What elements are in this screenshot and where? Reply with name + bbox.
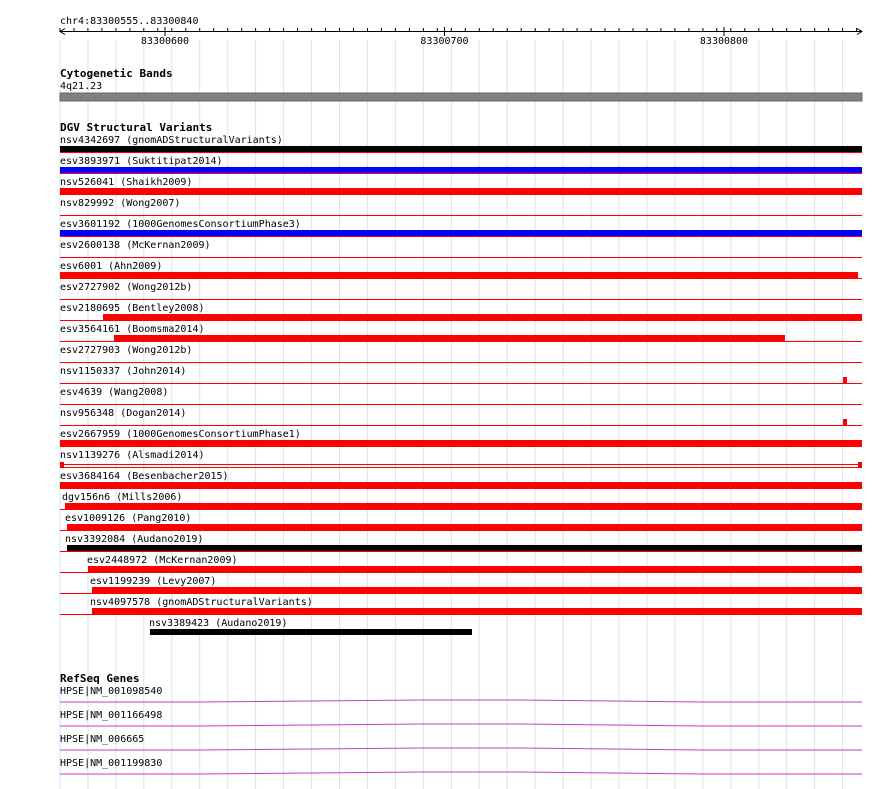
gene-label: HPSE|NM_001098540	[60, 686, 163, 697]
dgv-feature[interactable]	[60, 594, 862, 615]
dgv-feature[interactable]	[60, 363, 862, 384]
dgv-feature[interactable]	[60, 258, 862, 279]
feature-bar[interactable]	[67, 545, 862, 551]
feature-bar[interactable]	[843, 419, 847, 425]
refseq-gene[interactable]	[60, 734, 862, 750]
feature-bar[interactable]	[114, 335, 785, 341]
dgv-feature[interactable]	[60, 405, 862, 426]
feature-bar[interactable]	[65, 503, 862, 509]
feature-label: nsv4097578 (gnomADStructuralVariants)	[90, 597, 313, 608]
gene-intron-line[interactable]	[60, 748, 862, 750]
dgv-feature[interactable]	[60, 135, 862, 152]
dgv-feature[interactable]	[60, 279, 862, 294]
feature-bar[interactable]	[60, 167, 862, 173]
dgv-feature[interactable]	[60, 468, 862, 489]
feature-label: esv3601192 (1000GenomesConsortiumPhase3)	[60, 219, 301, 230]
dgv-features	[60, 135, 862, 635]
dgv-feature[interactable]	[60, 153, 862, 174]
ruler-tick-label: 83300600	[140, 36, 190, 47]
refseq-gene[interactable]	[60, 758, 862, 774]
feature-bar[interactable]	[60, 462, 64, 467]
dgv-feature[interactable]	[60, 195, 862, 210]
feature-bar[interactable]	[60, 440, 862, 446]
ruler-tick-label: 83300800	[699, 36, 749, 47]
refseq-track-title: RefSeq Genes	[60, 672, 140, 685]
feature-bar[interactable]	[60, 482, 862, 488]
feature-label: nsv3389423 (Audano2019)	[149, 618, 288, 629]
locus-label: chr4:83300555..83300840	[60, 16, 199, 27]
dgv-track-title: DGV Structural Variants	[60, 121, 213, 134]
feature-label: esv2727903 (Wong2012b)	[60, 345, 193, 356]
dgv-feature[interactable]	[60, 174, 862, 195]
dgv-feature[interactable]	[60, 216, 862, 237]
feature-bar[interactable]	[60, 272, 858, 278]
feature-label: nsv1150337 (John2014)	[60, 366, 187, 377]
feature-label: nsv3392084 (Audano2019)	[65, 534, 204, 545]
dgv-feature[interactable]	[60, 447, 862, 468]
feature-bar[interactable]	[67, 524, 862, 530]
feature-label: esv3564161 (Boomsma2014)	[60, 324, 205, 335]
refseq-genes	[60, 686, 862, 774]
dgv-feature[interactable]	[60, 573, 862, 594]
feature-label: nsv829992 (Wong2007)	[60, 198, 181, 209]
dgv-feature[interactable]	[60, 489, 862, 510]
feature-label: esv1199239 (Levy2007)	[90, 576, 217, 587]
dgv-feature[interactable]	[60, 531, 862, 552]
dgv-feature[interactable]	[60, 510, 862, 531]
feature-label: esv6001 (Ahn2009)	[60, 261, 163, 272]
feature-label: esv3684164 (Besenbacher2015)	[60, 471, 229, 482]
feature-label: nsv956348 (Dogan2014)	[60, 408, 187, 419]
feature-label: dgv156n6 (Mills2006)	[62, 492, 183, 503]
gene-label: HPSE|NM_001166498	[60, 710, 163, 721]
gene-label: HPSE|NM_001199830	[60, 758, 163, 769]
feature-bar[interactable]	[843, 377, 847, 383]
feature-bar[interactable]	[150, 629, 472, 635]
feature-bar[interactable]	[88, 566, 862, 572]
gene-intron-line[interactable]	[60, 700, 862, 702]
dgv-feature[interactable]	[60, 321, 862, 342]
feature-bar[interactable]	[858, 462, 862, 467]
feature-label: esv1009126 (Pang2010)	[65, 513, 192, 524]
feature-label: nsv1139276 (Alsmadi2014)	[60, 450, 205, 461]
cytoband-track-title: Cytogenetic Bands	[60, 67, 173, 80]
dgv-feature[interactable]	[60, 342, 862, 357]
feature-label: esv2448972 (McKernan2009)	[87, 555, 238, 566]
ruler-tick-label: 83300700	[420, 36, 469, 47]
feature-bar[interactable]	[60, 230, 862, 236]
position-ruler	[60, 27, 862, 47]
dgv-feature[interactable]	[60, 300, 862, 321]
feature-label: esv2600138 (McKernan2009)	[60, 240, 211, 251]
feature-label: nsv526041 (Shaikh2009)	[60, 177, 193, 188]
feature-bar[interactable]	[103, 314, 862, 320]
feature-bar[interactable]	[60, 188, 862, 194]
dgv-feature[interactable]	[60, 552, 862, 573]
feature-label: esv2727902 (Wong2012b)	[60, 282, 193, 293]
gene-intron-line[interactable]	[60, 724, 862, 726]
dgv-feature[interactable]	[60, 237, 862, 252]
feature-bar[interactable]	[92, 608, 862, 614]
gene-label: HPSE|NM_006665	[60, 734, 145, 745]
refseq-gene[interactable]	[60, 710, 862, 726]
feature-bar[interactable]	[92, 587, 862, 593]
gene-intron-line[interactable]	[60, 772, 862, 774]
feature-label: esv2180695 (Bentley2008)	[60, 303, 205, 314]
cytoband-label: 4q21.23	[60, 81, 103, 92]
dgv-feature[interactable]	[60, 384, 862, 399]
feature-bar[interactable]	[60, 146, 862, 152]
feature-label: nsv4342697 (gnomADStructuralVariants)	[60, 135, 283, 146]
dgv-feature[interactable]	[60, 615, 862, 636]
feature-label: esv2667959 (1000GenomesConsortiumPhase1)	[60, 429, 301, 440]
feature-label: esv4639 (Wang2008)	[60, 387, 169, 398]
feature-label: esv3893971 (Suktitipat2014)	[60, 156, 223, 167]
cytoband-bar[interactable]	[60, 93, 862, 101]
dgv-feature[interactable]	[60, 426, 862, 447]
refseq-gene[interactable]	[60, 686, 862, 702]
